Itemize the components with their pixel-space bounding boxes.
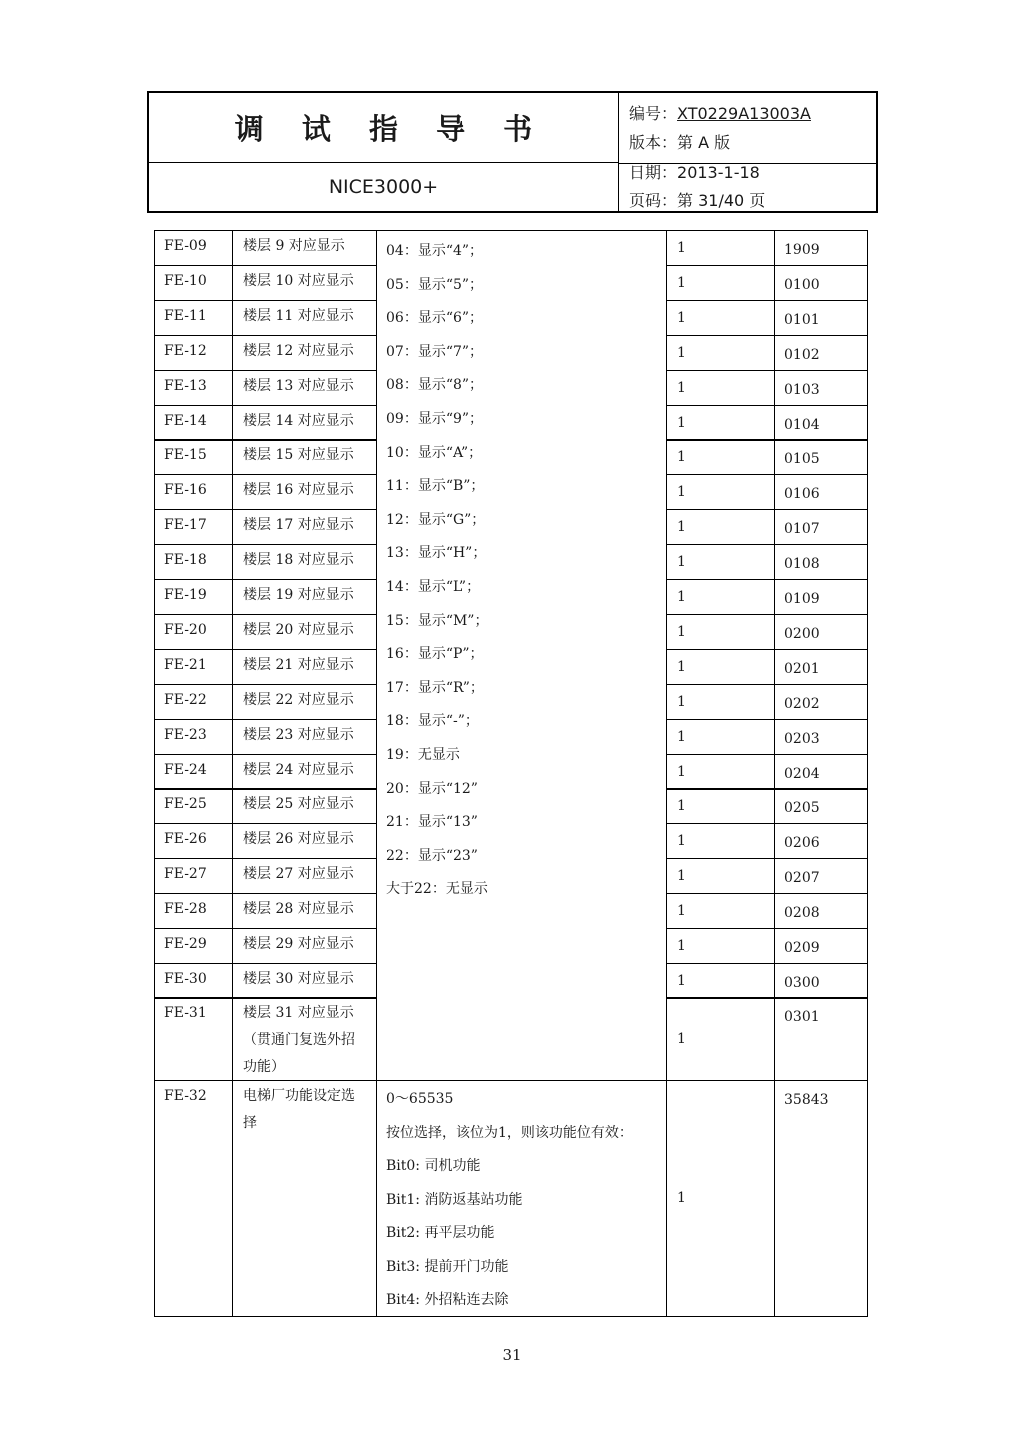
display-options-cell [376,230,667,1081]
doc-code-line [629,101,811,124]
range-line: 按位选择，该位为1，则该功能位有效： [386,1125,633,1141]
display-option: 10：显示“A”； [386,445,483,461]
version-label: 版本： [629,133,678,152]
display-option: 08：显示“8”； [386,377,484,393]
param-unit: 1 [666,719,775,755]
param-range-cell [376,1080,667,1317]
date-label: 日期： [629,163,678,182]
param-name: 楼层 9 对应显示 [232,230,377,266]
version-line [629,130,730,153]
display-option: 07：显示“7”； [386,344,484,360]
param-unit: 1 [666,1080,775,1317]
param-code: FE-23 [154,719,233,755]
param-default: 0301 [774,997,868,1081]
param-default: 0109 [774,579,868,615]
date-value: 2013-1-18 [677,163,760,182]
param-name: 楼层 11 对应显示 [232,300,377,336]
param-code: FE-16 [154,474,233,510]
display-option: 13：显示“H”； [386,545,487,561]
param-name: 楼层 14 对应显示 [232,405,377,441]
param-default: 0108 [774,544,868,580]
param-unit: 1 [666,579,775,615]
param-code: FE-15 [154,439,233,475]
param-code: FE-18 [154,544,233,580]
display-option: 16：显示“P”； [386,646,484,662]
param-name: 楼层 12 对应显示 [232,335,377,371]
param-code: FE-09 [154,230,233,266]
param-default: 0104 [774,405,868,441]
range-line: Bit0: 司机功能 [386,1158,481,1174]
param-name: 楼层 20 对应显示 [232,614,377,650]
param-name: 楼层 27 对应显示 [232,858,377,894]
param-unit: 1 [666,823,775,859]
display-option: 05：显示“5”； [386,277,484,293]
doc-code-value: XT0229A13003A [677,104,811,123]
display-option: 17：显示“R”； [386,680,484,696]
param-name-line: （贯通门复选外招 [243,1032,355,1048]
param-code: FE-13 [154,370,233,406]
param-default: 0105 [774,439,868,475]
param-unit: 1 [666,335,775,371]
document-header [147,91,878,213]
header-meta-panel [619,93,876,211]
param-code: FE-28 [154,893,233,929]
param-default: 35843 [774,1080,868,1317]
param-unit: 1 [666,614,775,650]
param-code: FE-19 [154,579,233,615]
param-code: FE-26 [154,823,233,859]
display-option: 22：显示“23” [386,848,478,864]
document-title: 调 试 指 导 书 [149,93,618,163]
param-default: 0206 [774,823,868,859]
param-default: 0205 [774,788,868,824]
display-option: 12：显示“G”； [386,512,486,528]
param-unit: 1 [666,509,775,545]
param-code: FE-14 [154,405,233,441]
display-option: 20：显示“12” [386,781,478,797]
param-default: 1909 [774,230,868,266]
page-number: 31 [502,1346,522,1364]
param-default: 0202 [774,684,868,720]
range-line: Bit2: 再平层功能 [386,1225,495,1241]
param-name: 楼层 19 对应显示 [232,579,377,615]
param-code: FE-21 [154,649,233,685]
param-unit: 1 [666,405,775,441]
param-default: 0207 [774,858,868,894]
param-name-line: 功能） [243,1059,285,1075]
param-name: 楼层 30 对应显示 [232,963,377,999]
param-name: 楼层 26 对应显示 [232,823,377,859]
param-unit: 1 [666,684,775,720]
param-name: 楼层 10 对应显示 [232,265,377,301]
product-model: NICE3000+ [328,176,439,198]
param-unit: 1 [666,439,775,475]
display-option: 21：显示“13” [386,814,478,830]
param-unit: 1 [666,649,775,685]
table-row-fe32 [154,1080,868,1317]
param-default: 0102 [774,335,868,371]
param-unit: 1 [666,997,775,1081]
display-option: 14：显示“L”； [386,579,481,595]
param-unit: 1 [666,474,775,510]
param-unit: 1 [666,893,775,929]
param-code: FE-24 [154,754,233,790]
range-line: Bit1: 消防返基站功能 [386,1192,523,1208]
page-label: 页码： [629,191,678,210]
param-unit: 1 [666,754,775,790]
page-line [629,188,765,211]
param-default: 0208 [774,893,868,929]
param-name: 楼层 24 对应显示 [232,754,377,790]
param-default: 0300 [774,963,868,999]
header-left-panel [149,93,619,211]
param-name-line: 择 [243,1115,257,1131]
param-default: 0203 [774,719,868,755]
range-line: 0～65535 [386,1091,454,1107]
param-unit: 1 [666,928,775,964]
param-default: 0204 [774,754,868,790]
page-value: 第 31/40 页 [677,191,766,210]
display-option: 18：显示“-”； [386,713,479,729]
param-default: 0209 [774,928,868,964]
param-name [232,997,377,1081]
param-name: 楼层 25 对应显示 [232,788,377,824]
param-unit: 1 [666,544,775,580]
display-option: 11：显示“B”； [386,478,485,494]
param-code: FE-32 [154,1080,233,1317]
param-name-line: 电梯厂功能设定选 [243,1088,355,1104]
param-code: FE-31 [154,997,233,1081]
param-code: FE-11 [154,300,233,336]
display-option: 06：显示“6”； [386,310,484,326]
param-default: 0201 [774,649,868,685]
param-name-line: 楼层 31 对应显示 [243,1005,354,1021]
version-value: 第 A 版 [677,133,731,152]
param-code: FE-22 [154,684,233,720]
param-code: FE-20 [154,614,233,650]
param-code: FE-30 [154,963,233,999]
range-line: Bit4: 外招粘连去除 [386,1292,509,1308]
param-name: 楼层 17 对应显示 [232,509,377,545]
param-code: FE-27 [154,858,233,894]
param-default: 0103 [774,370,868,406]
display-option: 15：显示“M”； [386,613,489,629]
param-default: 0101 [774,300,868,336]
display-option: 04：显示“4”； [386,243,484,259]
param-name: 楼层 23 对应显示 [232,719,377,755]
param-name [232,1080,377,1317]
param-name: 楼层 15 对应显示 [232,439,377,475]
param-default: 0100 [774,265,868,301]
display-option: 大于22：无显示 [386,881,488,897]
param-default: 0106 [774,474,868,510]
param-unit: 1 [666,788,775,824]
param-name: 楼层 16 对应显示 [232,474,377,510]
range-line: Bit3: 提前开门功能 [386,1259,509,1275]
parameter-table [154,230,868,1317]
param-unit: 1 [666,265,775,301]
param-unit: 1 [666,230,775,266]
param-code: FE-25 [154,788,233,824]
param-unit: 1 [666,300,775,336]
param-name: 楼层 21 对应显示 [232,649,377,685]
param-code: FE-12 [154,335,233,371]
param-default: 0107 [774,509,868,545]
doc-code-label: 编号： [629,104,678,123]
param-name: 楼层 29 对应显示 [232,928,377,964]
param-code: FE-10 [154,265,233,301]
param-unit: 1 [666,858,775,894]
param-default: 0200 [774,614,868,650]
param-unit: 1 [666,370,775,406]
display-option: 09：显示“9”； [386,411,484,427]
param-name: 楼层 22 对应显示 [232,684,377,720]
display-option: 19：无显示 [386,747,460,763]
param-name: 楼层 18 对应显示 [232,544,377,580]
date-line [629,160,760,183]
param-name: 楼层 28 对应显示 [232,893,377,929]
param-unit: 1 [666,963,775,999]
param-name: 楼层 13 对应显示 [232,370,377,406]
param-code: FE-17 [154,509,233,545]
param-code: FE-29 [154,928,233,964]
